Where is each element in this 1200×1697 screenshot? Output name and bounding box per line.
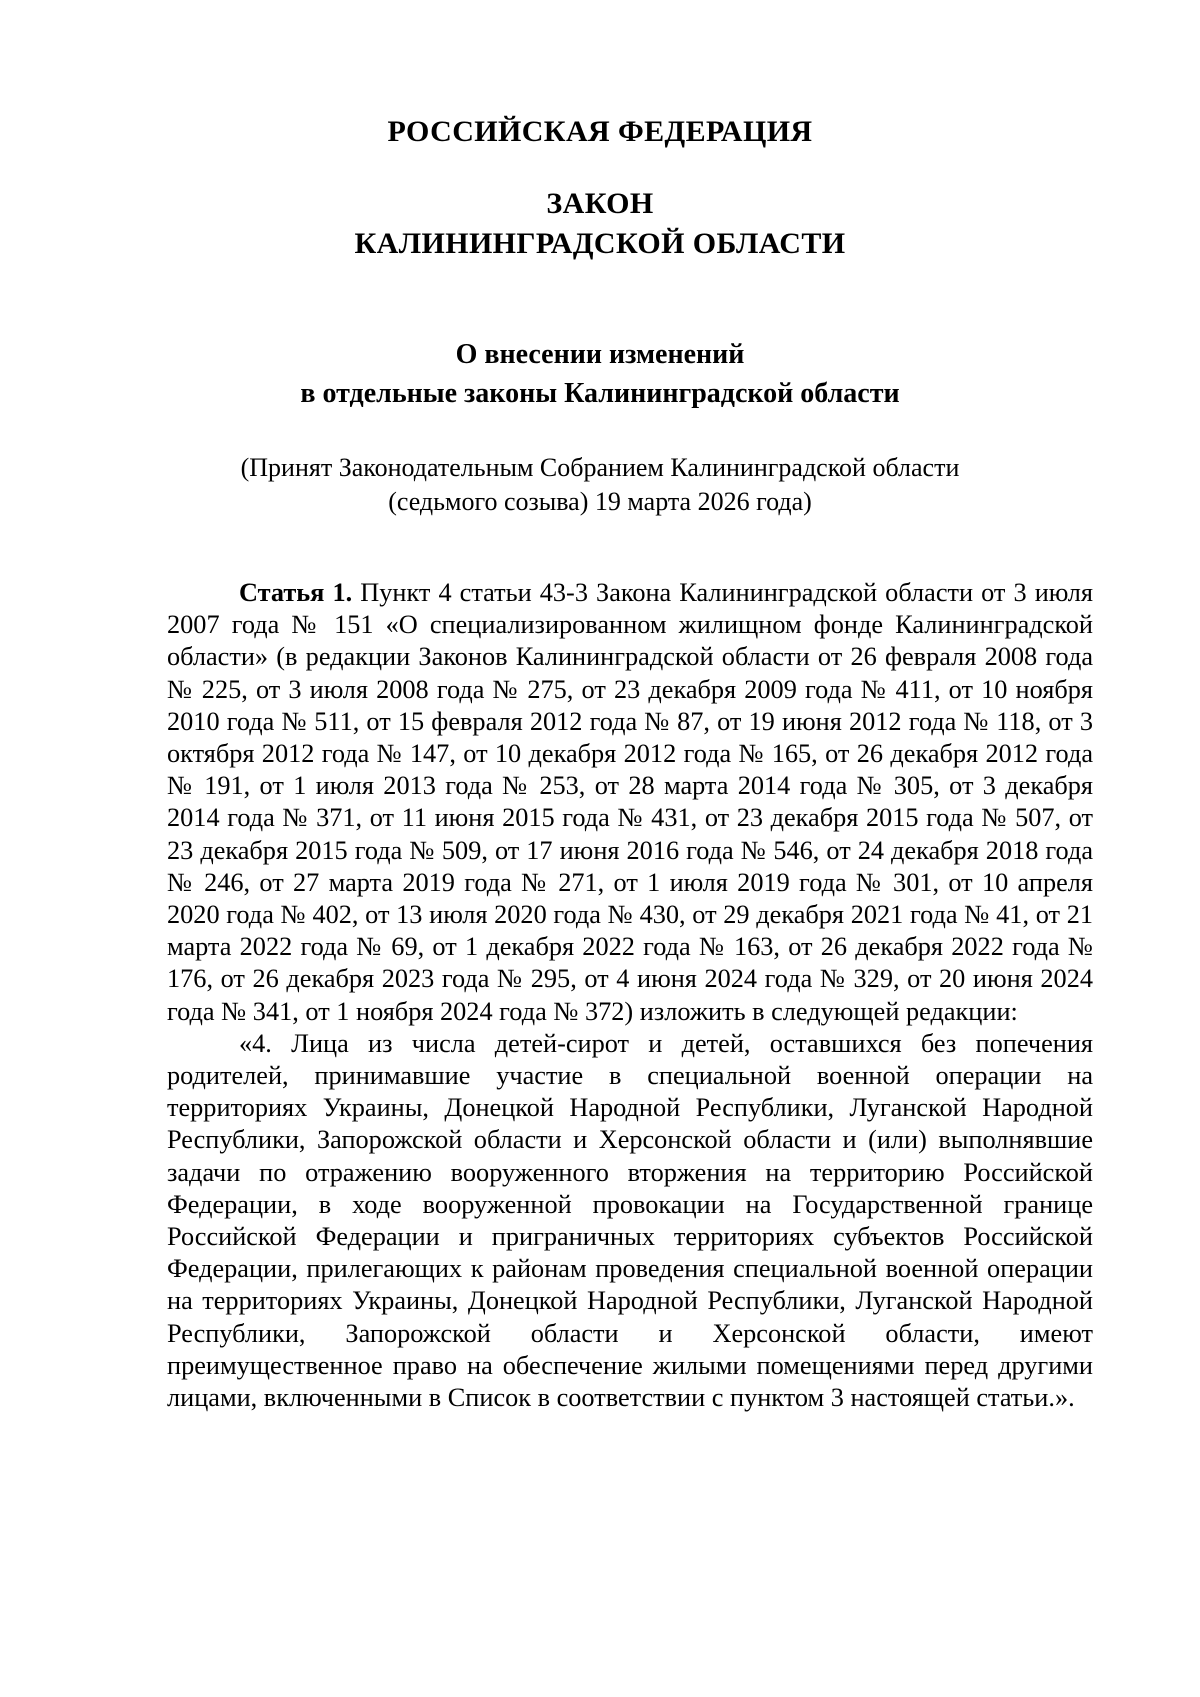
law-title-line-1: О внесении изменений [455, 339, 745, 370]
adoption-note-line-1: (Принят Законодательным Собранием Калининградской области [240, 453, 960, 482]
region-heading: КАЛИНИНГРАДСКОЙ ОБЛАСТИ [354, 227, 846, 260]
law-title-line-2: в отдельные законы Калининградской области [300, 378, 900, 409]
article-1-text: Пункт 4 статьи 43-3 Закона Калининградской области от 3 июля 2007 года № 151 «О специализированном жилищном фонде Калининградской области» (в редакции Законов Калининградской области от 26 февраля 2008 года № 225, от 3 июля 2008 года № 275, от 23 декабря 2009 года № 411, от 10 ноября 2010 года № 511, от 15 февраля 2012 года № 87, от 19 июня 2012 года № 118, от 3 октября 2012 года № 147, от 10 декабря 2012 года № 165, от 26 декабря 2012 года № 191, от 1 июля 2013 года № 253, от 28 марта 2014 года № 305, от 3 декабря 2014 года № 371, от 11 июня 2015 года № 431, от 23 декабря 2015 года № 507, от 23 декабря 2015 года № 509, от 17 июня 2016 года № 546, от 24 декабря 2018 года № 246, от 27 марта 2019 года № 271, от 1 июля 2019 года № 301, от 10 апреля 2020 года № 402, от 13 июля 2020 года № 430, от 29 декабря 2021 года № 41, от 21 марта 2022 года № 69, от 1 декабря 2022 года № 163, от 26 декабря 2022 года № 176, от 26 декабря 2023 года № 295, от 4 июня 2024 года № 329, от 20 июня 2024 года № 341, от 1 ноября 2024 года № 372) изложить в следующей редакции: [167, 578, 1093, 1026]
scan-artifact [950, 0, 1070, 8]
article-1-quoted-provision: «4. Лица из числа детей-сирот и детей, оставшихся без попечения родителей, принимавшие участие в специальной военной операции на территориях Украины, Донецкой Народной Республики, Луганской Народной Республики, Запорожской области и Херсонской области и (или) выполнявшие задачи по отражению вооруженного вторжения на территорию Российской Федерации, в ходе вооруженной провокации на Государственной границе Российской Федерации и приграничных территориях субъектов Российской Федерации, прилегающих к районам проведения специальной военной операции на территориях Украины, Донецкой Народной Республики, Луганской Народной Республики, Запорожской области и Херсонской области, имеют преимущественное право на обеспечение жилыми помещениями перед другими лицами, включенными в Список в соответствии с пунктом 3 настоящей статьи.». [167, 1028, 1093, 1413]
country-heading: РОССИЙСКАЯ ФЕДЕРАЦИЯ [387, 115, 813, 148]
article-1-label: Статья 1. [239, 578, 353, 607]
adoption-note-line-2: (седьмого созыва) 19 марта 2026 года) [388, 487, 812, 516]
article-1-paragraph [167, 577, 1093, 1028]
law-heading: ЗАКОН [546, 187, 654, 220]
article-1 [167, 577, 1093, 1414]
